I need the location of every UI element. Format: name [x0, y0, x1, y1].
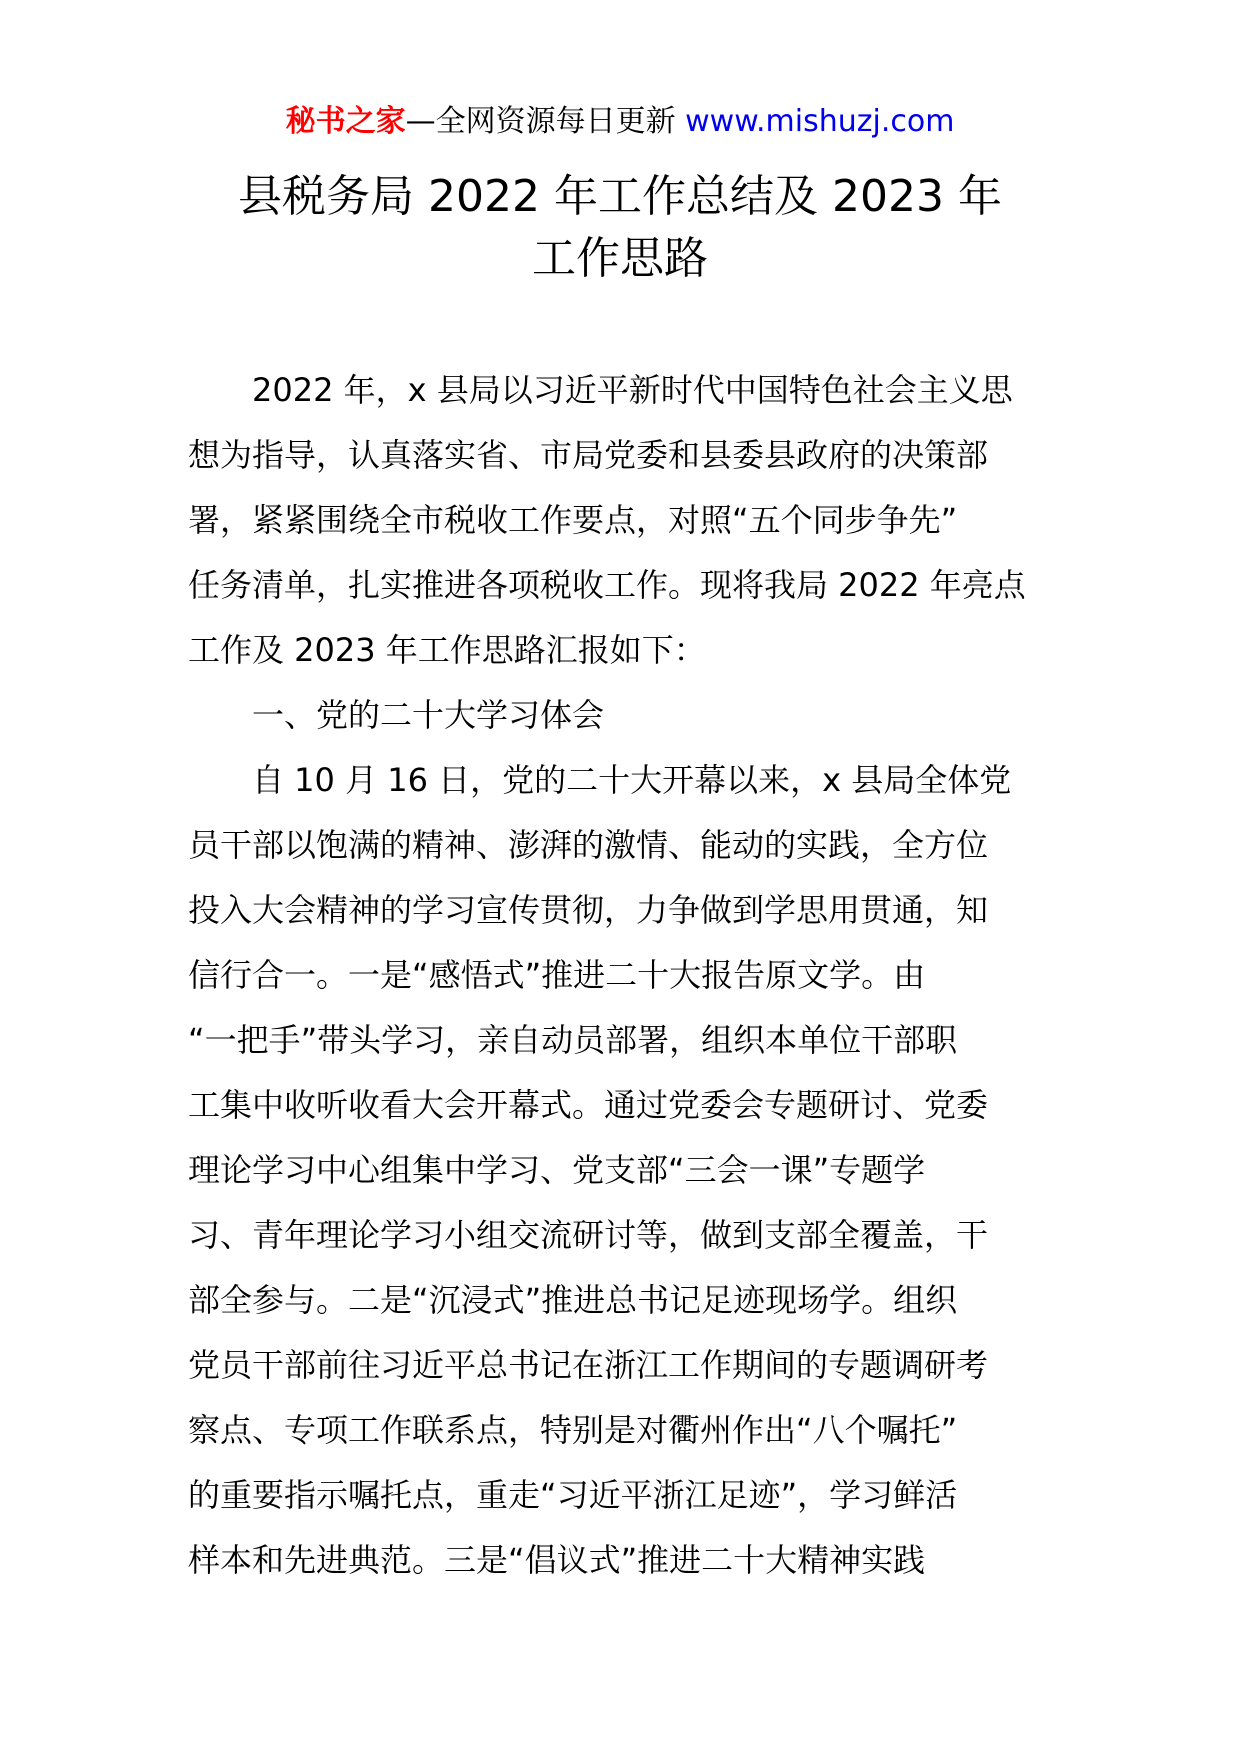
body-line: 信行合一。一是“感悟式”推进二十大报告原文学。由	[188, 956, 926, 994]
body-line: 工集中收听收看大会开幕式。通过党委会专题研讨、党委	[188, 1086, 989, 1124]
title-line-2: 工作思路	[532, 233, 708, 284]
body-line: 党员干部前往习近平总书记在浙江工作期间的专题调研考	[188, 1346, 989, 1384]
body-line: 察点、专项工作联系点，特别是对衢州作出“八个嘱托”	[188, 1411, 958, 1449]
site-header	[0, 102, 1240, 142]
body-line: 理论学习中心组集中学习、党支部“三会一课”专题学	[188, 1151, 926, 1189]
body-line: 任务清单，扎实推进各项税收工作。现将我局 2022 年亮点	[188, 566, 1026, 604]
title-line-1: 县税务局 2022 年工作总结及 2023 年	[238, 171, 1002, 222]
section-heading: 一、党的二十大学习体会	[252, 696, 605, 734]
document-title	[0, 166, 1240, 290]
header-tagline: —全网资源每日更新	[405, 104, 686, 139]
body-line: 投入大会精神的学习宣传贯彻，力争做到学思用贯通，知	[188, 891, 989, 929]
brand-name: 秘书之家	[285, 104, 406, 139]
body-line: 习、青年理论学习小组交流研讨等，做到支部全覆盖，干	[188, 1216, 989, 1254]
body-line: 想为指导，认真落实省、市局党委和县委县政府的决策部	[188, 436, 989, 474]
body-line: 员干部以饱满的精神、澎湃的激情、能动的实践，全方位	[188, 826, 989, 864]
body-line: 署，紧紧围绕全市税收工作要点，对照“五个同步争先”	[188, 501, 958, 539]
body-line: 工作及 2023 年工作思路汇报如下：	[188, 631, 706, 669]
body-line: 的重要指示嘱托点，重走“习近平浙江足迹”，学习鲜活	[188, 1476, 958, 1514]
site-url-link[interactable]: www.mishuzj.com	[685, 104, 955, 139]
body-line: 2022 年，x 县局以习近平新时代中国特色社会主义思	[252, 371, 1013, 409]
body-line: 自 10 月 16 日，党的二十大开幕以来，x 县局全体党	[252, 761, 1012, 799]
body-line: 部全参与。二是“沉浸式”推进总书记足迹现场学。组织	[188, 1281, 958, 1319]
document-body	[188, 358, 1054, 1593]
body-line: “一把手”带头学习，亲自动员部署，组织本单位干部职	[188, 1021, 958, 1059]
body-line: 样本和先进典范。三是“倡议式”推进二十大精神实践	[188, 1541, 926, 1579]
